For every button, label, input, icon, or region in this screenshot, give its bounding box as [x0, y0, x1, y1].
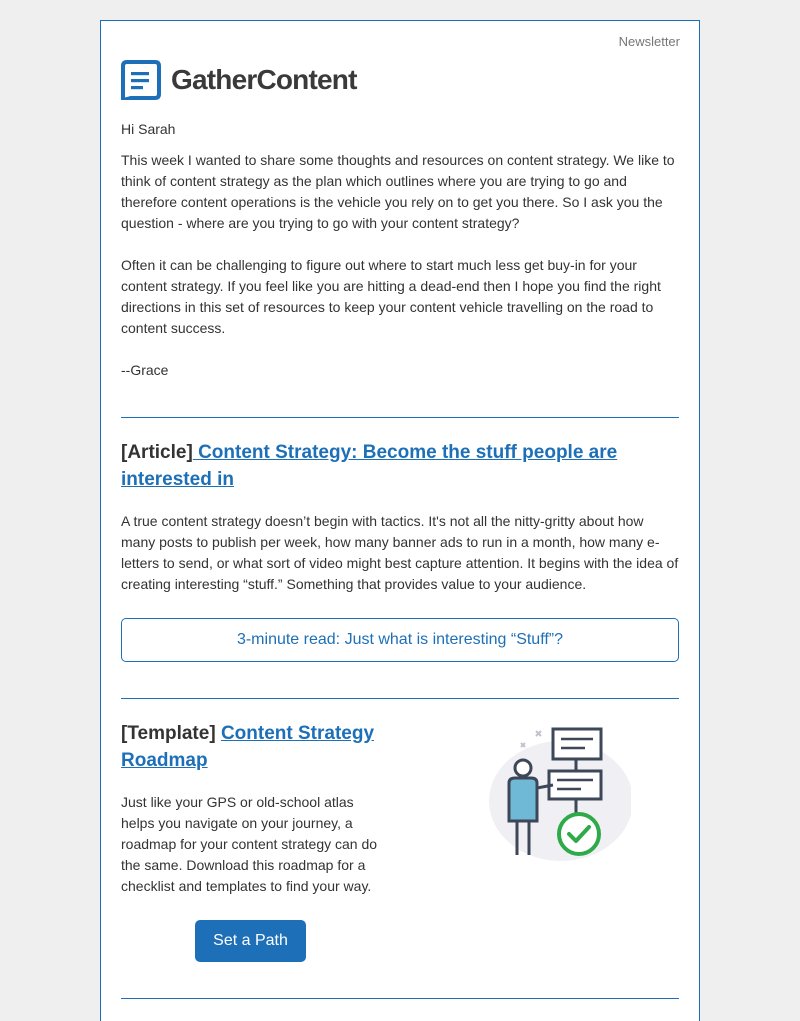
template-heading — [121, 720, 386, 774]
roadmap-illustration — [481, 723, 631, 863]
template-body: Just like your GPS or old-school atlas helps you navigate on your journey, a roadmap for your content strategy can do the same. Download this roadmap for a checklist and templates to find your way. — [121, 794, 378, 894]
article-read-button[interactable]: 3-minute read: Just what is interesting “Stuff”? — [121, 618, 679, 662]
signoff: --Grace — [121, 362, 169, 378]
template-section — [121, 720, 386, 897]
article-body: A true content strategy doesn’t begin with tactics. It's not all the nitty-gritty about how many posts to publish per week, how many banner ads to run in a month, how many e-letters to send, or what sort of video might best capture attention. It begins with the idea of creating interesting “stuff.” Something that provides value to your audience. — [121, 513, 679, 592]
intro-paragraph-1: This week I wanted to share some thoughts and resources on content strategy. We like to think of content strategy as the plan which outlines where you are trying to go and therefore content operations is the vehicle you rely on to get you there. So I ask you the question - where are you trying to go with your content strategy? — [121, 152, 675, 231]
article-title-link[interactable]: Content Strategy: Become the stuff people are interested in — [121, 442, 618, 490]
greeting: Hi Sarah — [121, 121, 176, 137]
article-section — [121, 439, 679, 595]
template-tag: [Template] — [121, 723, 216, 744]
divider — [121, 417, 679, 418]
article-heading — [121, 439, 679, 493]
newsletter-label: Newsletter — [618, 34, 680, 49]
template-title-link[interactable]: Content Strategy Roadmap — [121, 723, 375, 771]
brand-logo[interactable] — [121, 60, 357, 100]
email-card — [100, 20, 700, 1021]
divider — [121, 998, 679, 999]
brand-name: GatherContent — [171, 64, 357, 95]
divider — [121, 698, 679, 699]
intro-paragraph-2: Often it can be challenging to figure out where to start much less get buy-in for your content strategy. If you feel like you are hitting a dead-end then I hope you find the right directions in this set of resources to keep your content vehicle travelling on the road to content success. — [121, 257, 661, 336]
speech-bubble-icon — [121, 60, 161, 100]
set-path-button[interactable]: Set a Path — [195, 920, 306, 962]
intro-section — [121, 150, 679, 381]
article-tag: [Article] — [121, 442, 193, 463]
